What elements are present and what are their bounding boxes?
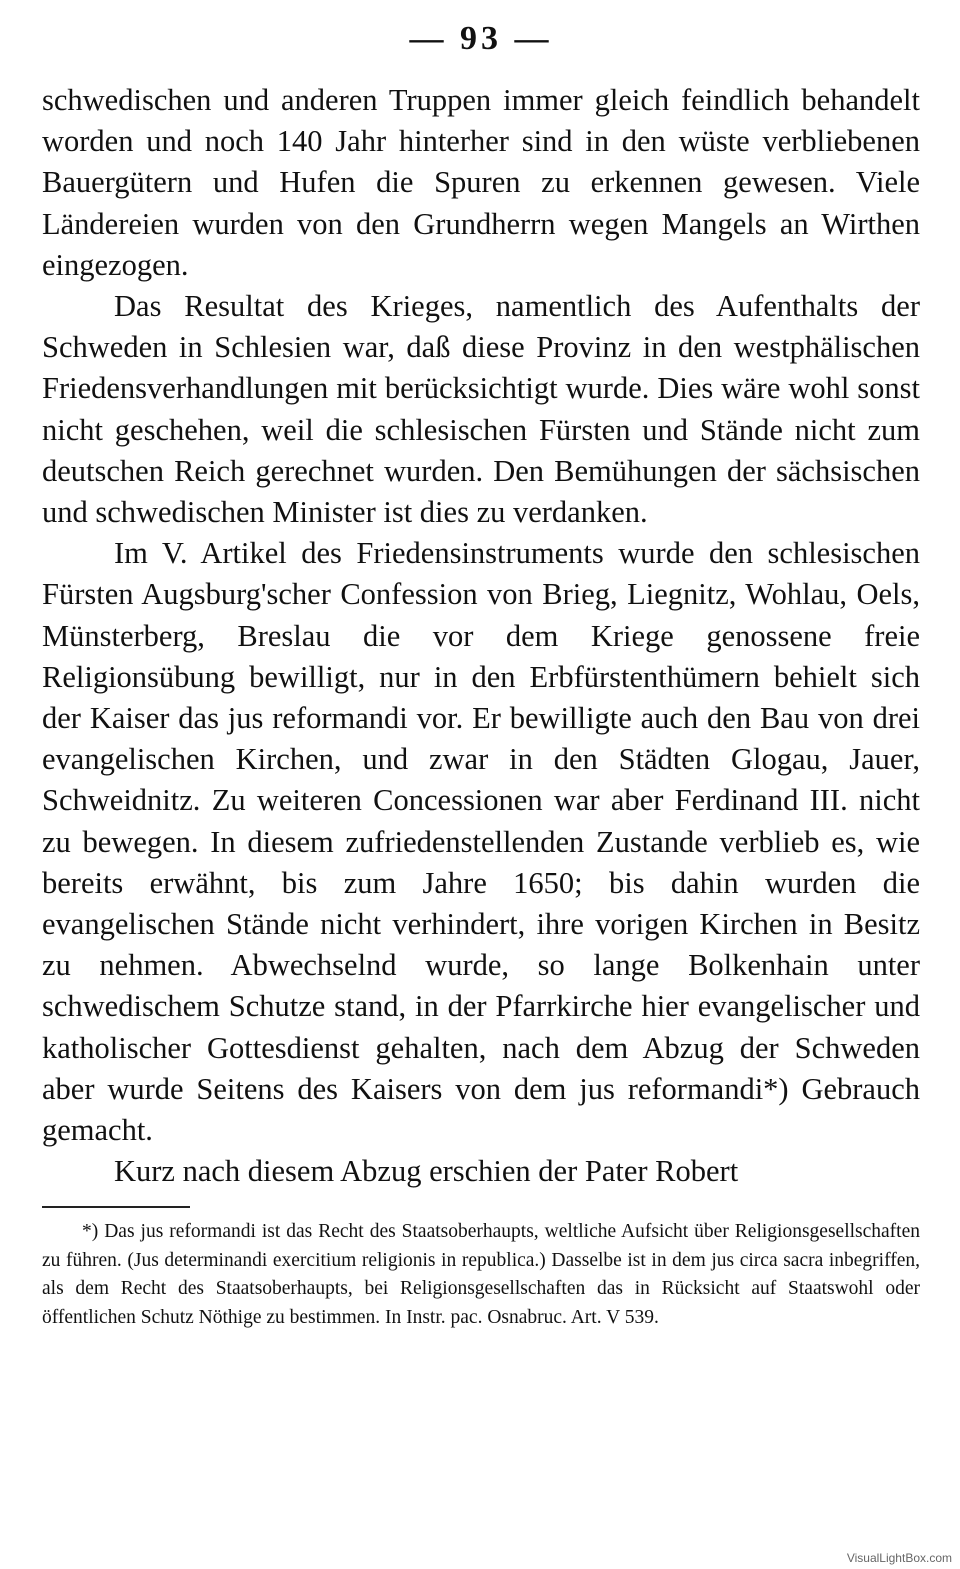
book-page <box>42 20 920 1332</box>
page-number: — 93 — <box>409 20 553 57</box>
paragraph-1: schwedischen und anderen Truppen immer gleich feindlich behandelt worden und noch 140 Jahr hinterher sind in den wüste verbliebenen Bauergütern und Hufen die Spuren zu erkennen gewesen. Viele Ländereien wurden von den Grundherrn wegen Mangels an Wirthen eingezogen. <box>42 83 920 282</box>
footnotes <box>42 1218 920 1332</box>
body-text <box>42 80 920 1192</box>
footnote-1: *) Das jus reformandi ist das Recht des Staatsoberhaupts, weltliche Aufsicht über Religionsgesellschaften zu führen. (Jus determinandi exercitium religionis in republica.) Dasselbe ist in dem jus circa sacra inbegriffen, als dem Recht des Staatsoberhaupts, bei Religionsgesellschaften das in Rücksicht auf Staatswohl oder öffentlichen Schutz Nöthige zu bestimmen. In Instr. pac. Osnabruc. Art. V 539. <box>42 1221 920 1328</box>
footnote-divider <box>42 1206 190 1208</box>
paragraph-3: Im V. Artikel des Friedensinstruments wurde den schlesischen Fürsten Augsburg'scher Confession von Brieg, Liegnitz, Wohlau, Oels, Münsterberg, Breslau die vor dem Kriege genossene freie Religionsübung bewilligt, nur in den Erbfürstenthümern behielt sich der Kaiser das jus reformandi vor. Er bewilligte auch den Bau von drei evangelischen Kirchen, und zwar in den Städten Glogau, Jauer, Schweidnitz. Zu weiteren Concessionen war aber Ferdinand III. nicht zu bewegen. In diesem zufriedenstellenden Zustande verblieb es, wie bereits erwähnt, bis zum Jahre 1650; bis dahin wurden die evangelischen Stände nicht verhindert, ihre vorigen Kirchen in Besitz zu nehmen. Abwechselnd wurde, so lange Bolkenhain unter schwedischem Schutze stand, in der Pfarrkirche hier evangelischer und katholischer Gottesdienst gehalten, nach dem Abzug der Schweden aber wurde Seitens des Kaisers von dem jus reformandi*) Gebrauch gemacht. <box>42 536 920 1148</box>
paragraph-4: Kurz nach diesem Abzug erschien der Pater Robert <box>114 1154 739 1189</box>
paragraph-2: Das Resultat des Krieges, namentlich des Aufenthalts der Schweden in Schlesien war, daß diese Provinz in den westphälischen Friedensverhandlungen mit berücksichtigt wurde. Dies wäre wohl sonst nicht geschehen, weil die schlesischen Fürsten und Stände nicht zum deutschen Reich gerechnet wurden. Den Bemühungen der sächsischen und schwedischen Minister ist dies zu verdanken. <box>42 289 920 530</box>
watermark: VisualLightBox.com <box>846 1551 952 1565</box>
